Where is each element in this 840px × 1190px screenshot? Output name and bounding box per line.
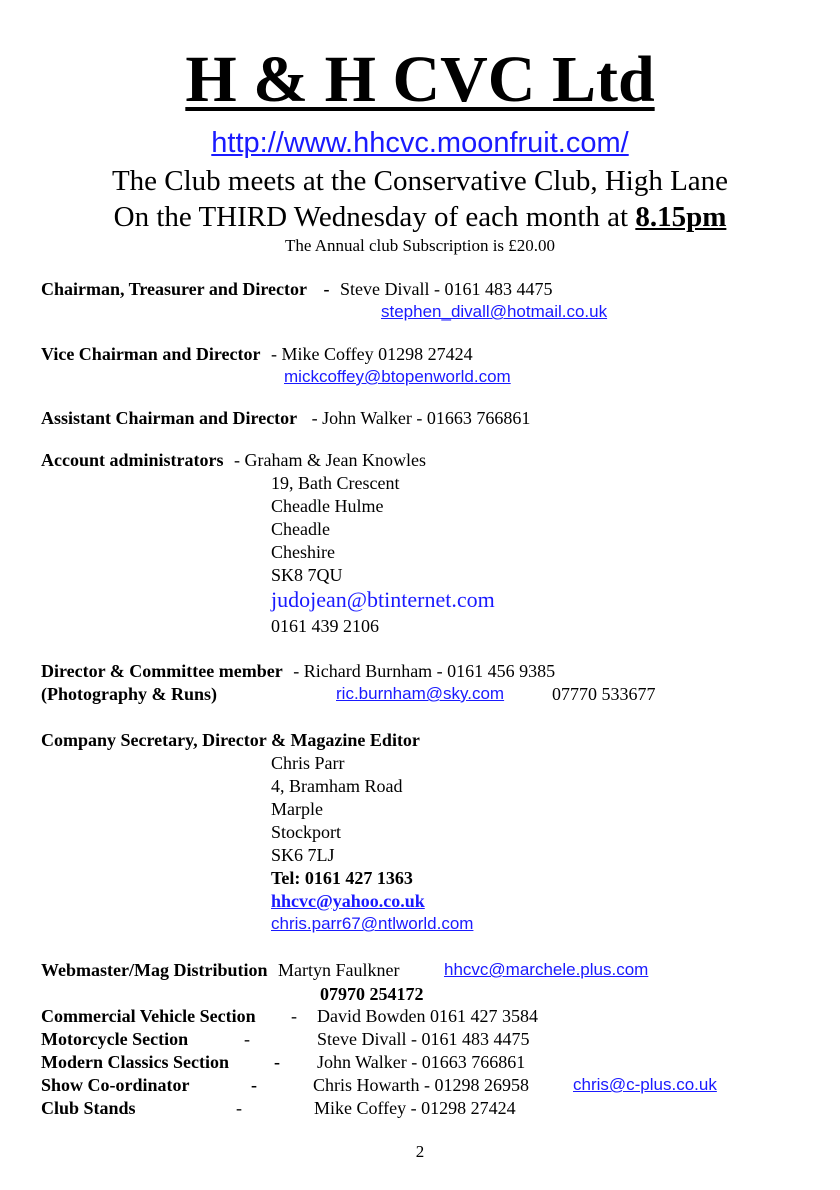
director-detail: - Richard Burnham - 0161 456 9385: [293, 661, 556, 681]
section-role: Modern Classics Section: [41, 1052, 229, 1072]
chairman-separator: -: [323, 279, 330, 299]
assistant-chairman-role: Assistant Chairman and Director: [41, 408, 298, 428]
director-role-photography: (Photography & Runs): [41, 684, 218, 704]
webmaster-role: Webmaster/Mag Distribution: [41, 960, 268, 980]
section-separator: -: [274, 1052, 280, 1072]
accounts-phone: 0161 439 2106: [271, 616, 379, 636]
accounts-detail: - Graham & Jean Knowles: [234, 450, 426, 470]
subscription-note: The Annual club Subscription is £20.00: [284, 236, 556, 255]
accounts-entry: [41, 449, 426, 471]
secretary-role: Company Secretary, Director & Magazine Editor: [41, 730, 420, 750]
secretary-email-yahoo[interactable]: hhcvc@yahoo.co.uk: [271, 891, 425, 911]
webmaster-email[interactable]: hhcvc@marchele.plus.com: [444, 960, 649, 979]
section-role: Show Co-ordinator: [41, 1075, 190, 1095]
secretary-address-line: Marple: [271, 799, 323, 819]
section-separator: -: [251, 1075, 257, 1095]
section-detail: Mike Coffey - 01298 27424: [314, 1098, 516, 1118]
page-number: 2: [415, 1142, 425, 1161]
vice-chairman-role: Vice Chairman and Director: [41, 344, 261, 364]
director-entry: [41, 660, 555, 682]
accounts-address-line: Cheadle: [271, 519, 330, 539]
section-separator: -: [244, 1029, 250, 1049]
chairman-detail: Steve Divall - 0161 483 4475: [339, 279, 553, 299]
secretary-address-line: 4, Bramham Road: [271, 776, 403, 796]
section-role: Club Stands: [41, 1098, 136, 1118]
section-separator: -: [236, 1098, 242, 1118]
show-coordinator-email[interactable]: chris@c-plus.co.uk: [573, 1075, 717, 1094]
chairman-entry: [41, 278, 552, 300]
meeting-time-line: On the THIRD Wednesday of each month at 8.15pm: [113, 201, 727, 233]
webmaster-entry: [41, 959, 399, 981]
section-detail: Steve Divall - 0161 483 4475: [317, 1029, 530, 1049]
secretary-address-line: Stockport: [271, 822, 341, 842]
section-role: Motorcycle Section: [41, 1029, 189, 1049]
accounts-role: Account administrators: [41, 450, 224, 470]
accounts-address-line: Cheshire: [271, 542, 335, 562]
vice-chairman-detail: - Mike Coffey 01298 27424: [270, 344, 473, 364]
chairman-role: Chairman, Treasurer and Director: [41, 279, 307, 299]
assistant-chairman-detail: - John Walker - 01663 766861: [311, 408, 531, 428]
webmaster-mobile: 07970 254172: [320, 984, 424, 1004]
secretary-email-ntl[interactable]: chris.parr67@ntlworld.com: [271, 914, 474, 933]
club-website-link[interactable]: http://www.hhcvc.moonfruit.com/: [211, 127, 629, 159]
director-role: Director & Committee member: [41, 661, 283, 681]
section-detail: John Walker - 01663 766861: [317, 1052, 526, 1072]
section-separator: -: [291, 1006, 297, 1026]
section-detail: Chris Howarth - 01298 26958: [313, 1075, 529, 1095]
section-detail: David Bowden 0161 427 3584: [317, 1006, 538, 1026]
section-role: Commercial Vehicle Section: [41, 1006, 256, 1026]
accounts-address-line: 19, Bath Crescent: [271, 473, 400, 493]
webmaster-name: Martyn Faulkner: [278, 960, 400, 980]
meeting-place: The Club meets at the Conservative Club, High Lane: [111, 165, 729, 197]
secretary-postcode: SK6 7LJ: [271, 845, 335, 865]
page-title: H & H CVC Ltd: [185, 43, 655, 116]
vice-chairman-email[interactable]: mickcoffey@btopenworld.com: [284, 367, 511, 386]
accounts-email[interactable]: judojean@btinternet.com: [271, 587, 495, 612]
accounts-postcode: SK8 7QU: [271, 565, 343, 585]
director-email[interactable]: ric.burnham@sky.com: [336, 684, 505, 703]
chairman-email[interactable]: stephen_divall@hotmail.co.uk: [381, 302, 608, 321]
secretary-address-line: Chris Parr: [271, 753, 345, 773]
vice-chairman-entry: [41, 343, 473, 365]
meeting-time: 8.15pm: [635, 201, 727, 233]
assistant-chairman-entry: [41, 407, 530, 429]
director-mobile: 07770 533677: [552, 684, 656, 704]
accounts-address-line: Cheadle Hulme: [271, 496, 384, 516]
secretary-tel: Tel: 0161 427 1363: [271, 868, 413, 888]
